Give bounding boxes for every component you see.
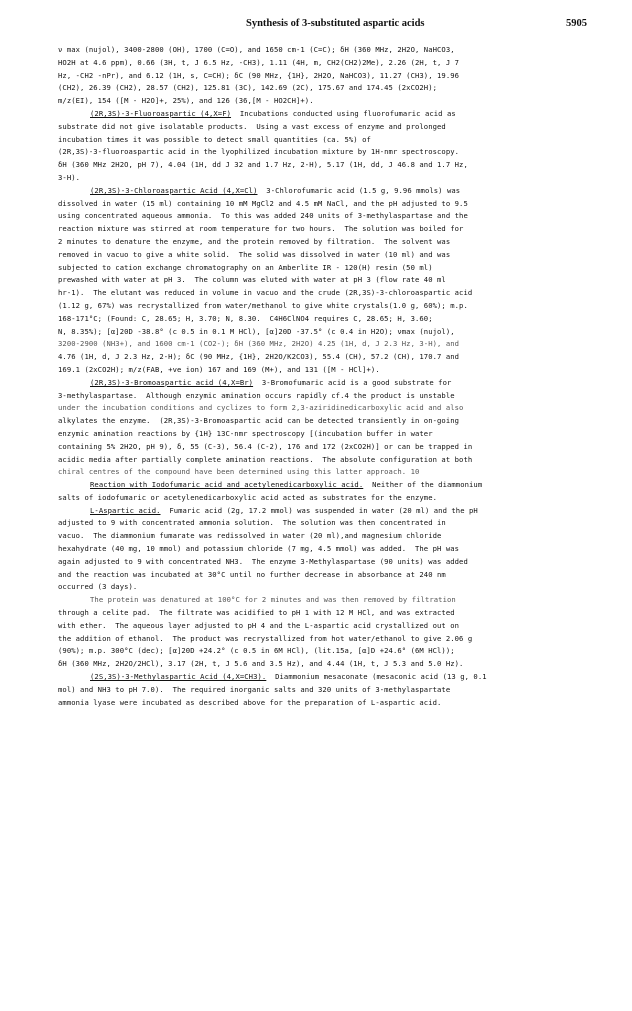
section-heading: L-Aspartic acid. [90,505,161,515]
text-line [58,44,586,57]
line-text: removed in vacuo to give a white solid. The solid was dissolved in water (10 ml) and was [58,249,451,259]
line-text: 169.1 (2xCO2H); m/z(FAB, +ve ion) 167 and 169 (M+), and 131 ([M - HCl]+). [58,364,380,374]
text-line [58,57,586,70]
line-text: the addition of ethanol. The product was recrystallized from hot water/ethanol to give 2.06 g [58,633,473,643]
section-first-line [58,671,586,684]
section-first-line [58,108,586,121]
text-line [58,633,586,646]
line-text: incubation times it was possible to detect small quantities (ca. 5%) of [58,134,371,144]
line-text: ν max (nujol), 3400-2800 (OH), 1700 (C=O), and 1650 cm-1 (C=C); δH (360 MHz, 2H2O, NaHCO3, [58,45,455,54]
text-line [58,466,586,479]
text-line [58,159,586,172]
section-heading: (2S,3S)-3-Methylaspartic Acid (4,X=CH3). [90,672,267,682]
text-line [58,569,586,582]
line-text: Incubations conducted using fluorofumaric acid as [231,108,456,118]
text-line [58,146,586,159]
page-number: 5905 [566,18,587,29]
line-text: HO2H at 4.6 ppm), 0.66 (3H, t, J 6.5 Hz, -CH3), 1.11 (4H, m, CH2(CH2)2Me), 2.26 (2H, t, J 7 [58,57,460,67]
text-line [58,517,586,530]
text-line [58,530,586,543]
line-text: salts of iodofumaric or acetylenedicarboxylic acid acted as substrates for the enzyme. [58,492,438,502]
line-text: The protein was denatured at 100°C for 2 minutes and was then removed by filtration [90,595,456,605]
line-text: Hz, -CH2 -nPr), and 6.12 (1H, s, C=CH); δC (90 MHz, {1H}, 2H2O, NaHCO3), 11.27 (CH3), 19.96 [58,70,460,80]
line-text: 4.76 (1H, d, J 2.3 Hz, 2-H); δC (90 MHz, {1H}, 2H2O/K2CO3), 55.4 (CH), 57.2 (CH), 170.7 and [58,352,460,362]
text-line [58,249,586,262]
text-line [58,82,586,95]
line-text: Neither of the diammonium [363,480,483,490]
text-line [58,134,586,147]
line-text: 3200-2900 (NH3+), and 1600 cm-1 (CO2-); δH (360 MHz, 2H2O) 4.25 (1H, d, J 2.3 Hz, 3-H), and [58,339,460,349]
text-line [58,198,586,211]
text-line [58,543,586,556]
text-line [58,492,586,505]
text-line [58,441,586,454]
text-line [58,697,586,710]
section-first-line [58,505,586,518]
line-text: with ether. The aqueous layer adjusted to pH 4 and the L-aspartic acid crystallized out on [58,620,460,630]
line-text: enzymic amination reactions by {1H} 13C-nmr spectroscopy [(incubation buffer in water [58,428,433,438]
line-text: 3-methylaspartase. Although enzymic amination occurs rapidly cf.4 the product is unstable [58,390,455,400]
text-line [58,428,586,441]
text-line [58,607,586,620]
line-text: hexahydrate (40 mg, 10 mmol) and potassium chloride (7 mg, 4.5 mmol) was added. The pH was [58,544,460,554]
line-text: reaction mixture was stirred at room temperature for two hours. The solution was boiled for [58,224,464,234]
line-text: Diammonium mesaconate (mesaconic acid (13 g, 0.1 [266,672,487,682]
line-text: through a celite pad. The filtrate was acidified to pH 1 with 12 M HCl, and was extracted [58,608,455,618]
line-text: subjected to cation exchange chromatography on an Amberlite IR - 120(H) resin (50 ml) [58,262,433,272]
line-text: containing 5% 2H2O, pH 9), δ, 55 (C-3), 56.4 (C-2), 176 and 172 (2xCO2H)] or can be trapped in [58,441,473,451]
text-line [58,262,586,275]
text-line [58,351,586,364]
line-text: 2 minutes to denature the enzyme, and the protein removed by filtration. The solvent was [58,236,451,246]
line-text: dissolved in water (15 ml) containing 10 mM MgCl2 and 4.5 mM NaCl, and the pH adjusted to 9.5 [58,198,468,208]
text-line [58,223,586,236]
line-text: under the incubation conditions and cyclizes to form 2,3-aziridinedicarboxylic acid and also [58,403,464,413]
line-text: 3-H). [58,172,81,182]
text-line [58,313,586,326]
text-line [58,338,586,351]
line-text: δH (360 MHz, 2H2O/2HCl), 3.17 (2H, t, J 5.6 and 3.5 Hz), and 4.44 (1H, t, J 5.3 and 5.0 Hz). [58,659,464,669]
line-text: δH (360 MHz 2H2O, pH 7), 4.04 (1H, dd J 32 and 1.7 Hz, 2-H), 5.17 (1H, dd, J 46.8 and 1.7 Hz, [58,160,468,170]
text-line [58,95,586,108]
line-text: mol) and NH3 to pH 7.0). The required inorganic salts and 320 units of 3-methylaspartate [58,684,451,694]
line-text: prewashed with water at pH 3. The column was eluted with water at pH 3 (flow rate 40 ml [58,275,446,285]
line-text: acidic media after partially complete amination reactions. The absolute configuration at both [58,454,473,464]
section-first-line [58,185,586,198]
text-line [58,684,586,697]
text-line [58,645,586,658]
section-heading: Reaction with Iodofumaric acid and acetylenedicarboxylic acid. [90,480,364,490]
text-line [58,415,586,428]
line-text: 168-171°C; (Found: C, 28.65; H, 3.70; N, 8.30. C4H6ClNO4 requires C, 28.65; H, 3.60; [58,313,433,323]
line-text: Fumaric acid (2g, 17.2 mmol) was suspended in water (20 ml) and the pH [160,505,478,515]
text-line [58,274,586,287]
text-line [58,390,586,403]
line-text: substrate did not give isolatable products. Using a vast excess of enzyme and prolonged [58,121,446,131]
line-text: hr-1). The elutant was reduced in volume in vacuo and the crude (2R,3S)-3-chloroaspartic acid [58,288,473,298]
text-line [58,364,586,377]
line-text: 3-Chlorofumaric acid (1.5 g, 9.96 mmols) was [257,185,461,195]
text-line [58,658,586,671]
line-text: adjusted to 9 with concentrated ammonia solution. The solution was then concentrated in [58,518,446,528]
text-line [58,70,586,83]
text-line [58,300,586,313]
line-text: m/z(EI), 154 ([M - H2O]+, 25%), and 126 (36,[M - HO2CH]+). [58,96,314,106]
text-line [58,121,586,134]
line-text: again adjusted to 9 with concentrated NH3. The enzyme 3-Methylaspartase (90 units) was added [58,556,468,566]
text-line [58,620,586,633]
line-text: (90%); m.p. 300°C (dec); [α]20D +24.2° (c 0.5 in 6M HCl), (lit.15a, [α]D +24.6° (6M HCl)); [58,646,455,656]
text-line [58,556,586,569]
text-line [58,172,586,185]
running-title: Synthesis of 3-substituted aspartic acids [246,18,425,29]
line-text: and the reaction was incubated at 30°C until no further decrease in absorbance at 240 nm [58,569,446,579]
line-text: N, 8.35%); [α]20D -38.8° (c 0.5 in 0.1 M HCl), [α]20D -37.5° (c 0.4 in H2O); νmax (nujol), [58,326,455,336]
text-line [58,454,586,467]
text-line [58,287,586,300]
experimental-text [58,44,586,709]
text-line [58,402,586,415]
line-text: chiral centres of the compound have been determined using this latter approach. 10 [58,467,420,477]
text-line [58,326,586,339]
section-heading: (2R,3S)-3-Fluoroaspartic (4,X=F) [90,108,232,118]
line-text: ammonia lyase were incubated as described above for the preparation of L-aspartic acid. [58,697,442,707]
line-text: alkylates the enzyme. (2R,3S)-3-Bromoaspartic acid can be detected transiently in on-going [58,416,460,426]
text-line [58,236,586,249]
text-line [58,594,586,607]
line-text: occurred (3 days). [58,582,138,592]
section-first-line [58,377,586,390]
line-text: (1.12 g, 67%) was recrystallized from water/methanol to give white crystals(1.0 g, 60%); m.p. [58,300,468,310]
line-text: using concentrated aqueous ammonia. To this was added 240 units of 3-methylaspartase and the [58,211,468,221]
line-text: 3-Bromofumaric acid is a good substrate for [253,377,452,387]
section-heading: (2R,3S)-3-Chloroaspartic Acid (4,X=Cl) [90,185,258,195]
section-first-line [58,479,586,492]
text-line [58,581,586,594]
line-text: vacuo. The diammonium fumarate was redissolved in water (20 ml),and magnesium chloride [58,531,442,541]
section-heading: (2R,3S)-3-Bromoaspartic acid (4,X=Br) [90,377,254,387]
text-line [58,210,586,223]
line-text: (CH2), 26.39 (CH2), 28.57 (CH2), 125.81 (3C), 142.69 (2C), 175.67 and 174.45 (2xCO2H); [58,83,438,93]
line-text: (2R,3S)-3-fluoroaspartic acid in the lyophilized incubation mixture by 1H-nmr spectroscopy. [58,147,460,157]
